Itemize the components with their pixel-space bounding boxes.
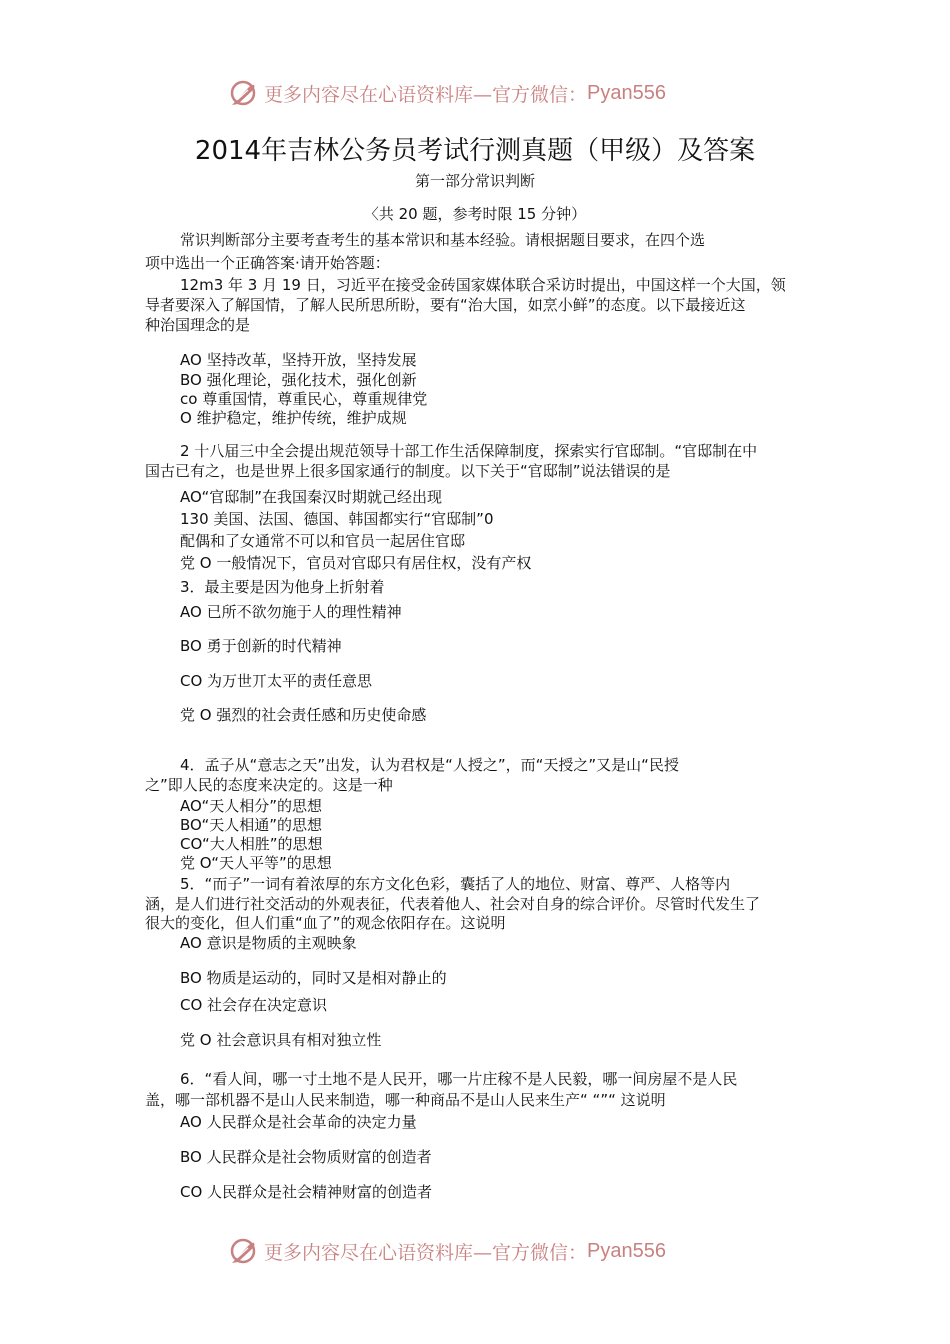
watermark-text: 更多内容尽在心语资料库—官方微信： [264,1241,588,1264]
option: 党 O“天人平等”的思想 [180,854,332,872]
watermark-wechat-id: Pyan556 [587,1239,666,1262]
option: 党 O 社会意识具有相对独立性 [180,1031,382,1049]
question-stem: 5．“而子”一词有着浓厚的东方文化色彩，囊括了人的地位、财富、尊严、人格等内 [180,875,731,893]
option: BO“天人相通”的思想 [180,816,323,834]
question-stem: 导者要深入了解国情，了解人民所思所盼，要有“治大国，如烹小鲜”的态度。以下最接近这 [145,296,746,314]
option: co 尊重国情，尊重民心，尊重规律党 [180,390,428,408]
option: AO 坚持改革，坚持开放，坚持发展 [180,351,417,369]
option: CO 人民群众是社会精神财富的创造者 [180,1183,433,1201]
option: 配偶和了女通常不可以和官员一起居住官邸 [180,532,466,550]
question-stem: 国古已有之，也是世界上很多国家通行的制度。以下关于“官邸制”说法错误的是 [145,462,671,480]
option: O 维护稳定，维护传统，维护成规 [180,409,407,427]
option: AO“官邸制”在我国秦汉时期就己经出现 [180,488,443,506]
watermark-wechat-id: Pyan556 [587,81,666,104]
option: CO 社会存在决定意识 [180,996,328,1014]
question-stem: 2 十八届三中全会提出规范领导十部工作生活保障制度，探索实行官邸制。“官邸制在中 [180,442,758,460]
question-stem: 4．孟子从“意志之天”出发，认为君权是“人授之”，而“天授之”又是山“民授 [180,756,679,774]
part-heading: 第一部分常识判断 [414,172,535,190]
question-stem: 涵，是人们进行社交活动的外观表征，代表着他人、社会对自身的综合评价。尽管时代发生了 [145,895,761,913]
watermark-bottom [228,1234,666,1268]
question-stem: 12m3 年 3 月 19 日，习近平在接受金砖国家媒体联合采访时提出，中国这样一个大国，领 [180,276,786,294]
option: AO 意识是物质的主观映象 [180,934,357,952]
option: CO“大人相胜”的思想 [180,835,323,853]
option: 党 O 一般情况下，官员对官邸只有居住权，没有产权 [180,554,532,572]
option: 130 美国、法国、德国、韩国都实行“官邸制”0 [180,510,494,528]
option: BO 人民群众是社会物质财富的创造者 [180,1148,432,1166]
option: BO 强化理论，强化技术，强化创新 [180,371,417,389]
question-stem: 盖，哪一部机器不是山人民来制造，哪一种商品不是山人民来生产“ “”“ 这说明 [145,1091,666,1109]
watermark-text: 更多内容尽在心语资料库—官方微信： [264,83,588,106]
option: BO 物质是运动的，同时又是相对静止的 [180,969,447,987]
option: AO 人民群众是社会革命的决定力量 [180,1113,417,1131]
option: BO 勇于创新的时代精神 [180,637,342,655]
question-stem: 很大的变化，但人们重“血了”的观念依阳存在。这说明 [145,914,506,932]
option: AO 已所不欲勿施于人的理性精神 [180,603,402,621]
option: 党 O 强烈的社会责任感和历史使命感 [180,706,427,724]
feather-logo-icon [228,1236,258,1266]
option: CO 为万世丌太平的责任意思 [180,672,373,690]
watermark-top [228,76,666,110]
feather-logo-icon [228,78,258,108]
question-stem: 6．“看人间，哪一寸土地不是人民开，哪一片庄稼不是人民毅，哪一间房屋不是人民 [180,1070,738,1088]
instruction-line: 项中选出一个正确答案·请开始答题： [145,254,390,272]
question-stem: 之”即人民的态度来决定的。这是一种 [145,776,393,794]
page-title: 2014年吉林公务员考试行测真题（甲级）及答案 [194,136,756,166]
instruction-line: 常识判断部分主要考查考生的基本常识和基本经验。请根据题目要求，在四个选 [180,231,706,249]
option: AO“天人相分”的思想 [180,797,323,815]
question-stem: 种治国理念的是 [145,316,251,334]
time-note: 〈共 20 题，参考时限 15 分钟） [363,205,587,223]
question-stem: 3．最主要是因为他身上折射着 [180,578,385,596]
